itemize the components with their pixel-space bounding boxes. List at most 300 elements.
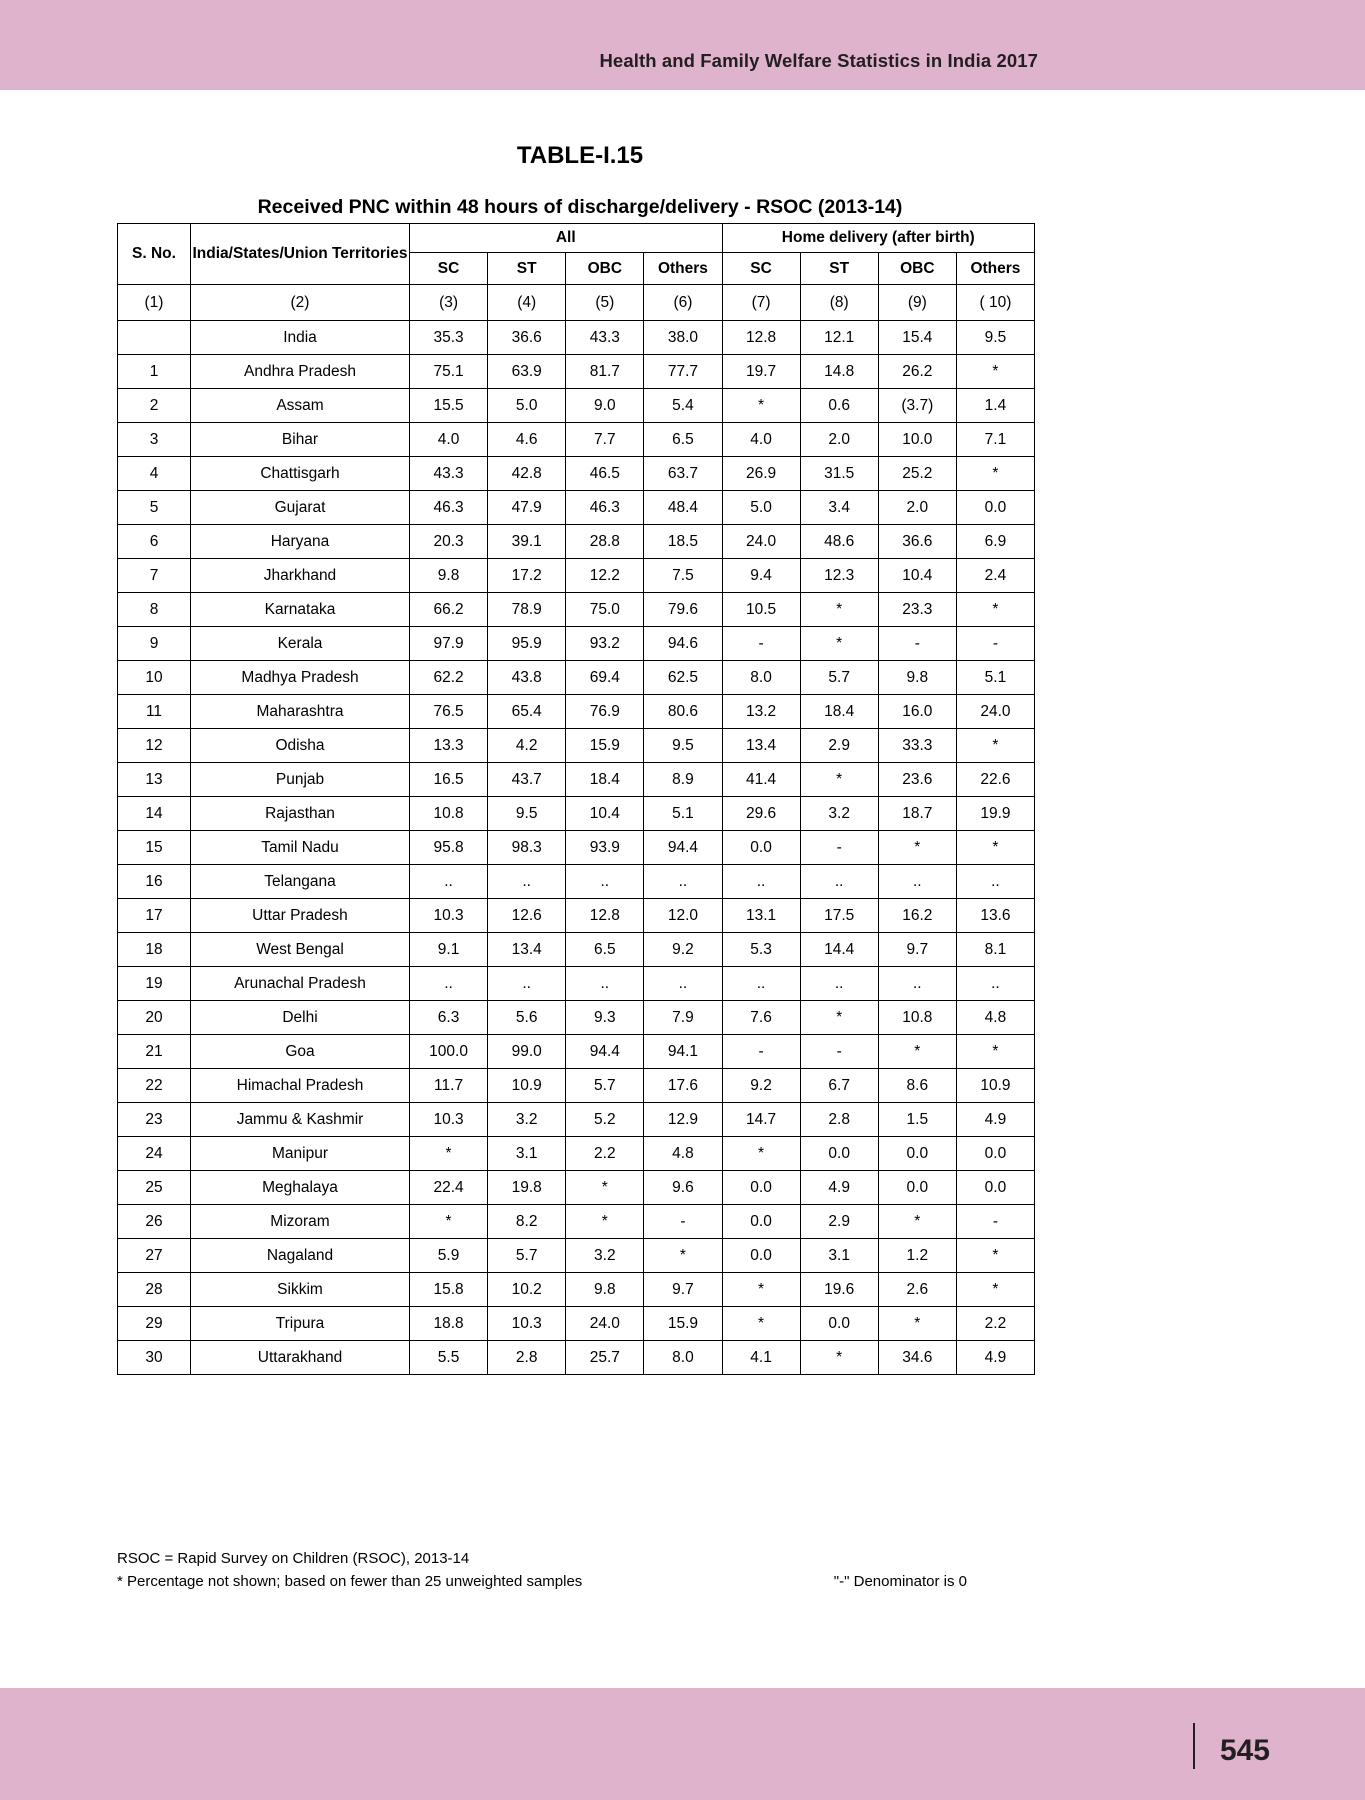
cell-value-col-7: ..: [722, 967, 800, 1001]
cell-value-col-7: 9.4: [722, 559, 800, 593]
cell-value-col-4: 9.5: [488, 797, 566, 831]
cell-value-col-6: *: [644, 1239, 722, 1273]
cell-state-name: Punjab: [191, 763, 410, 797]
cell-value-col-10: 7.1: [956, 423, 1034, 457]
cell-value-col-9: 10.0: [878, 423, 956, 457]
cell-value-col-9: 15.4: [878, 321, 956, 355]
cell-value-col-6: -: [644, 1205, 722, 1239]
column-number-9: (9): [878, 285, 956, 321]
table-row: [118, 967, 1035, 1001]
cell-value-col-4: 65.4: [488, 695, 566, 729]
cell-serial-number: 4: [118, 457, 191, 491]
cell-value-col-6: 9.7: [644, 1273, 722, 1307]
cell-value-col-5: 3.2: [566, 1239, 644, 1273]
cell-value-col-8: 2.9: [800, 729, 878, 763]
cell-value-col-4: 5.6: [488, 1001, 566, 1035]
cell-value-col-7: 19.7: [722, 355, 800, 389]
cell-value-col-9: 34.6: [878, 1341, 956, 1375]
cell-value-col-7: 0.0: [722, 1205, 800, 1239]
cell-value-col-3: 6.3: [410, 1001, 488, 1035]
cell-serial-number: 28: [118, 1273, 191, 1307]
cell-value-col-7: 7.6: [722, 1001, 800, 1035]
table-row: [118, 729, 1035, 763]
cell-value-col-10: *: [956, 831, 1034, 865]
cell-value-col-5: 93.9: [566, 831, 644, 865]
cell-value-col-3: 10.3: [410, 899, 488, 933]
table-row: [118, 1137, 1035, 1171]
column-header-home-others: Others: [956, 253, 1034, 285]
cell-value-col-8: 3.1: [800, 1239, 878, 1273]
cell-value-col-10: 5.1: [956, 661, 1034, 695]
cell-value-col-3: 66.2: [410, 593, 488, 627]
cell-value-col-8: -: [800, 1035, 878, 1069]
cell-value-col-9: 26.2: [878, 355, 956, 389]
cell-value-col-4: 36.6: [488, 321, 566, 355]
table-row: [118, 1205, 1035, 1239]
column-number-6: (6): [644, 285, 722, 321]
cell-value-col-8: 0.0: [800, 1137, 878, 1171]
cell-value-col-10: 0.0: [956, 491, 1034, 525]
cell-value-col-10: *: [956, 1035, 1034, 1069]
cell-serial-number: 3: [118, 423, 191, 457]
cell-value-col-3: ..: [410, 967, 488, 1001]
cell-value-col-7: *: [722, 1137, 800, 1171]
table-row: [118, 1171, 1035, 1205]
cell-value-col-9: 18.7: [878, 797, 956, 831]
footnote-dash: "-" Denominator is 0: [833, 1573, 967, 1591]
table-row: [118, 899, 1035, 933]
table-row: [118, 1001, 1035, 1035]
cell-value-col-3: 4.0: [410, 423, 488, 457]
running-head: Health and Family Welfare Statistics in India 2017: [599, 50, 1038, 71]
cell-value-col-9: 1.5: [878, 1103, 956, 1137]
cell-serial-number: 17: [118, 899, 191, 933]
cell-value-col-3: ..: [410, 865, 488, 899]
cell-value-col-4: 3.2: [488, 1103, 566, 1137]
cell-state-name: Goa: [191, 1035, 410, 1069]
cell-value-col-9: 8.6: [878, 1069, 956, 1103]
cell-value-col-8: 17.5: [800, 899, 878, 933]
cell-value-col-7: 8.0: [722, 661, 800, 695]
cell-value-col-10: 24.0: [956, 695, 1034, 729]
table-head: [118, 224, 1035, 285]
cell-serial-number: 24: [118, 1137, 191, 1171]
cell-state-name: Mizoram: [191, 1205, 410, 1239]
cell-value-col-7: 24.0: [722, 525, 800, 559]
cell-value-col-5: 28.8: [566, 525, 644, 559]
cell-value-col-10: 13.6: [956, 899, 1034, 933]
cell-serial-number: 2: [118, 389, 191, 423]
cell-serial-number: 9: [118, 627, 191, 661]
cell-state-name: Uttarakhand: [191, 1341, 410, 1375]
cell-value-col-3: *: [410, 1205, 488, 1239]
cell-value-col-3: 18.8: [410, 1307, 488, 1341]
cell-value-col-6: 5.4: [644, 389, 722, 423]
cell-value-col-6: 8.9: [644, 763, 722, 797]
cell-value-col-3: 13.3: [410, 729, 488, 763]
cell-value-col-3: 43.3: [410, 457, 488, 491]
column-header-sno: S. No.: [118, 224, 191, 285]
cell-value-col-5: 12.8: [566, 899, 644, 933]
cell-value-col-4: 39.1: [488, 525, 566, 559]
cell-value-col-6: 17.6: [644, 1069, 722, 1103]
column-group-all: All: [410, 224, 723, 253]
cell-value-col-4: 17.2: [488, 559, 566, 593]
cell-value-col-6: 62.5: [644, 661, 722, 695]
cell-value-col-5: 93.2: [566, 627, 644, 661]
cell-value-col-7: *: [722, 389, 800, 423]
cell-value-col-10: *: [956, 355, 1034, 389]
cell-serial-number: 6: [118, 525, 191, 559]
cell-state-name: Rajasthan: [191, 797, 410, 831]
cell-value-col-5: 18.4: [566, 763, 644, 797]
cell-value-col-5: 2.2: [566, 1137, 644, 1171]
cell-value-col-10: *: [956, 1239, 1034, 1273]
cell-value-col-10: *: [956, 593, 1034, 627]
cell-value-col-9: *: [878, 1307, 956, 1341]
table-row: [118, 1069, 1035, 1103]
cell-value-col-10: ..: [956, 967, 1034, 1001]
cell-value-col-7: 9.2: [722, 1069, 800, 1103]
table-row: [118, 423, 1035, 457]
cell-value-col-4: ..: [488, 967, 566, 1001]
cell-value-col-3: 95.8: [410, 831, 488, 865]
cell-value-col-5: 43.3: [566, 321, 644, 355]
cell-value-col-9: 16.0: [878, 695, 956, 729]
cell-value-col-4: 4.2: [488, 729, 566, 763]
cell-value-col-9: 9.8: [878, 661, 956, 695]
column-number-5: (5): [566, 285, 644, 321]
cell-value-col-9: 23.3: [878, 593, 956, 627]
cell-serial-number: [118, 321, 191, 355]
cell-value-col-6: 9.6: [644, 1171, 722, 1205]
column-number-1: (1): [118, 285, 191, 321]
cell-value-col-7: 4.0: [722, 423, 800, 457]
cell-value-col-8: 31.5: [800, 457, 878, 491]
cell-value-col-4: 10.3: [488, 1307, 566, 1341]
cell-value-col-4: 2.8: [488, 1341, 566, 1375]
cell-value-col-6: 63.7: [644, 457, 722, 491]
cell-value-col-7: -: [722, 1035, 800, 1069]
cell-state-name: Manipur: [191, 1137, 410, 1171]
cell-value-col-8: 48.6: [800, 525, 878, 559]
footnote-source: RSOC = Rapid Survey on Children (RSOC), 2013-14: [117, 1550, 470, 1567]
cell-state-name: Jharkhand: [191, 559, 410, 593]
cell-value-col-10: 6.9: [956, 525, 1034, 559]
cell-value-col-3: 11.7: [410, 1069, 488, 1103]
cell-value-col-5: 5.2: [566, 1103, 644, 1137]
cell-value-col-7: 14.7: [722, 1103, 800, 1137]
cell-value-col-10: *: [956, 457, 1034, 491]
cell-value-col-10: 10.9: [956, 1069, 1034, 1103]
cell-value-col-7: 0.0: [722, 1171, 800, 1205]
cell-value-col-4: 8.2: [488, 1205, 566, 1239]
cell-value-col-4: 43.8: [488, 661, 566, 695]
cell-value-col-4: ..: [488, 865, 566, 899]
cell-state-name: Himachal Pradesh: [191, 1069, 410, 1103]
table-row: [118, 525, 1035, 559]
table-row: [118, 1239, 1035, 1273]
cell-value-col-8: 2.0: [800, 423, 878, 457]
cell-value-col-4: 10.2: [488, 1273, 566, 1307]
cell-value-col-7: *: [722, 1307, 800, 1341]
cell-value-col-3: 35.3: [410, 321, 488, 355]
cell-value-col-5: 69.4: [566, 661, 644, 695]
cell-state-name: Haryana: [191, 525, 410, 559]
cell-value-col-9: 2.0: [878, 491, 956, 525]
cell-value-col-9: 0.0: [878, 1171, 956, 1205]
column-header-all-st: ST: [488, 253, 566, 285]
cell-value-col-7: 5.0: [722, 491, 800, 525]
cell-value-col-3: 75.1: [410, 355, 488, 389]
cell-value-col-3: 9.8: [410, 559, 488, 593]
cell-value-col-8: 6.7: [800, 1069, 878, 1103]
cell-value-col-6: 94.6: [644, 627, 722, 661]
cell-state-name: Meghalaya: [191, 1171, 410, 1205]
cell-value-col-8: *: [800, 763, 878, 797]
cell-value-col-7: 12.8: [722, 321, 800, 355]
cell-value-col-3: 97.9: [410, 627, 488, 661]
cell-value-col-5: 46.5: [566, 457, 644, 491]
cell-value-col-7: 13.1: [722, 899, 800, 933]
table-row: [118, 933, 1035, 967]
table-number: TABLE-I.15: [516, 142, 644, 169]
table-row: [118, 831, 1035, 865]
cell-value-col-5: *: [566, 1205, 644, 1239]
cell-value-col-6: 38.0: [644, 321, 722, 355]
cell-value-col-5: 6.5: [566, 933, 644, 967]
cell-value-col-7: 5.3: [722, 933, 800, 967]
cell-serial-number: 1: [118, 355, 191, 389]
column-number-4: (4): [488, 285, 566, 321]
cell-value-col-5: *: [566, 1171, 644, 1205]
cell-value-col-4: 98.3: [488, 831, 566, 865]
cell-value-col-8: 0.6: [800, 389, 878, 423]
cell-value-col-8: *: [800, 1001, 878, 1035]
cell-value-col-5: 25.7: [566, 1341, 644, 1375]
cell-value-col-8: *: [800, 593, 878, 627]
cell-value-col-10: 19.9: [956, 797, 1034, 831]
cell-serial-number: 21: [118, 1035, 191, 1069]
cell-serial-number: 23: [118, 1103, 191, 1137]
cell-value-col-10: *: [956, 1273, 1034, 1307]
cell-value-col-9: *: [878, 1205, 956, 1239]
table-row: [118, 457, 1035, 491]
cell-value-col-5: 12.2: [566, 559, 644, 593]
cell-value-col-10: -: [956, 627, 1034, 661]
cell-value-col-6: ..: [644, 967, 722, 1001]
cell-value-col-10: 8.1: [956, 933, 1034, 967]
cell-serial-number: 10: [118, 661, 191, 695]
cell-value-col-6: 8.0: [644, 1341, 722, 1375]
table-body: [118, 285, 1035, 1375]
table-row: [118, 797, 1035, 831]
cell-value-col-10: *: [956, 729, 1034, 763]
cell-value-col-8: 3.2: [800, 797, 878, 831]
cell-serial-number: 15: [118, 831, 191, 865]
cell-value-col-8: ..: [800, 967, 878, 1001]
cell-state-name: India: [191, 321, 410, 355]
cell-value-col-10: 22.6: [956, 763, 1034, 797]
cell-state-name: Assam: [191, 389, 410, 423]
table-row: [118, 763, 1035, 797]
cell-value-col-3: 46.3: [410, 491, 488, 525]
table-row: [118, 627, 1035, 661]
cell-state-name: Sikkim: [191, 1273, 410, 1307]
table-row: [118, 1273, 1035, 1307]
cell-value-col-9: 16.2: [878, 899, 956, 933]
cell-value-col-8: 18.4: [800, 695, 878, 729]
table-row: [118, 593, 1035, 627]
cell-state-name: Gujarat: [191, 491, 410, 525]
cell-value-col-3: 16.5: [410, 763, 488, 797]
cell-value-col-5: 5.7: [566, 1069, 644, 1103]
cell-serial-number: 5: [118, 491, 191, 525]
cell-value-col-10: 4.9: [956, 1341, 1034, 1375]
cell-serial-number: 11: [118, 695, 191, 729]
cell-value-col-4: 99.0: [488, 1035, 566, 1069]
cell-state-name: Andhra Pradesh: [191, 355, 410, 389]
table-row: [118, 1341, 1035, 1375]
cell-value-col-3: 15.8: [410, 1273, 488, 1307]
cell-value-col-8: 5.7: [800, 661, 878, 695]
cell-value-col-8: 2.9: [800, 1205, 878, 1239]
table-row: [118, 1035, 1035, 1069]
cell-value-col-8: 4.9: [800, 1171, 878, 1205]
cell-value-col-3: 62.2: [410, 661, 488, 695]
cell-value-col-5: 15.9: [566, 729, 644, 763]
cell-value-col-8: *: [800, 627, 878, 661]
cell-value-col-7: *: [722, 1273, 800, 1307]
cell-value-col-4: 19.8: [488, 1171, 566, 1205]
statistics-table-container: [117, 223, 1035, 1375]
cell-value-col-5: ..: [566, 865, 644, 899]
cell-value-col-9: ..: [878, 967, 956, 1001]
cell-value-col-7: 13.2: [722, 695, 800, 729]
table-row: [118, 559, 1035, 593]
cell-value-col-9: 10.8: [878, 1001, 956, 1035]
cell-value-col-5: 75.0: [566, 593, 644, 627]
cell-serial-number: 16: [118, 865, 191, 899]
cell-value-col-8: 12.1: [800, 321, 878, 355]
cell-value-col-3: 10.8: [410, 797, 488, 831]
cell-value-col-6: ..: [644, 865, 722, 899]
cell-value-col-7: 0.0: [722, 831, 800, 865]
column-number-10: ( 10): [956, 285, 1034, 321]
cell-serial-number: 12: [118, 729, 191, 763]
column-number-row: [118, 285, 1035, 321]
table-row: [118, 865, 1035, 899]
cell-value-col-8: -: [800, 831, 878, 865]
column-header-home-sc: SC: [722, 253, 800, 285]
cell-value-col-3: 15.5: [410, 389, 488, 423]
page-number: 545: [1219, 1734, 1270, 1767]
cell-value-col-9: 0.0: [878, 1137, 956, 1171]
cell-value-col-5: 81.7: [566, 355, 644, 389]
cell-serial-number: 19: [118, 967, 191, 1001]
cell-value-col-9: 36.6: [878, 525, 956, 559]
cell-value-col-4: 12.6: [488, 899, 566, 933]
cell-value-col-10: 2.4: [956, 559, 1034, 593]
cell-state-name: Telangana: [191, 865, 410, 899]
table-footnotes: [117, 1547, 1035, 1594]
cell-value-col-5: 9.3: [566, 1001, 644, 1035]
cell-value-col-4: 5.0: [488, 389, 566, 423]
cell-value-col-10: ..: [956, 865, 1034, 899]
cell-state-name: Nagaland: [191, 1239, 410, 1273]
cell-value-col-4: 13.4: [488, 933, 566, 967]
cell-value-col-3: 100.0: [410, 1035, 488, 1069]
cell-value-col-9: 23.6: [878, 763, 956, 797]
cell-value-col-6: 6.5: [644, 423, 722, 457]
cell-value-col-6: 9.2: [644, 933, 722, 967]
column-number-2: (2): [191, 285, 410, 321]
cell-value-col-9: 1.2: [878, 1239, 956, 1273]
cell-value-col-7: 26.9: [722, 457, 800, 491]
column-header-all-sc: SC: [410, 253, 488, 285]
cell-value-col-9: 25.2: [878, 457, 956, 491]
cell-serial-number: 7: [118, 559, 191, 593]
page-title: Received PNC within 48 hours of discharge/delivery - RSOC (2013-14): [257, 196, 903, 218]
table-row: [118, 695, 1035, 729]
cell-value-col-10: 4.9: [956, 1103, 1034, 1137]
table-row: [118, 661, 1035, 695]
cell-value-col-6: 94.4: [644, 831, 722, 865]
cell-value-col-7: 29.6: [722, 797, 800, 831]
cell-value-col-10: 0.0: [956, 1137, 1034, 1171]
cell-value-col-4: 95.9: [488, 627, 566, 661]
cell-value-col-7: 4.1: [722, 1341, 800, 1375]
cell-value-col-7: 0.0: [722, 1239, 800, 1273]
cell-serial-number: 22: [118, 1069, 191, 1103]
cell-value-col-7: 10.5: [722, 593, 800, 627]
cell-serial-number: 30: [118, 1341, 191, 1375]
cell-value-col-9: 10.4: [878, 559, 956, 593]
cell-value-col-6: 79.6: [644, 593, 722, 627]
cell-state-name: West Bengal: [191, 933, 410, 967]
cell-value-col-6: 18.5: [644, 525, 722, 559]
cell-value-col-6: 48.4: [644, 491, 722, 525]
cell-value-col-6: 5.1: [644, 797, 722, 831]
cell-value-col-10: -: [956, 1205, 1034, 1239]
cell-state-name: Delhi: [191, 1001, 410, 1035]
cell-value-col-4: 3.1: [488, 1137, 566, 1171]
cell-value-col-8: ..: [800, 865, 878, 899]
cell-state-name: Madhya Pradesh: [191, 661, 410, 695]
cell-value-col-4: 4.6: [488, 423, 566, 457]
column-number-8: (8): [800, 285, 878, 321]
cell-value-col-3: 5.9: [410, 1239, 488, 1273]
cell-value-col-9: 2.6: [878, 1273, 956, 1307]
cell-value-col-10: 4.8: [956, 1001, 1034, 1035]
cell-value-col-8: 2.8: [800, 1103, 878, 1137]
cell-value-col-8: 14.8: [800, 355, 878, 389]
cell-value-col-3: 20.3: [410, 525, 488, 559]
cell-state-name: Arunachal Pradesh: [191, 967, 410, 1001]
cell-serial-number: 13: [118, 763, 191, 797]
cell-value-col-8: 19.6: [800, 1273, 878, 1307]
cell-value-col-9: 9.7: [878, 933, 956, 967]
cell-value-col-5: 76.9: [566, 695, 644, 729]
cell-state-name: Maharashtra: [191, 695, 410, 729]
cell-value-col-9: ..: [878, 865, 956, 899]
cell-value-col-6: 94.1: [644, 1035, 722, 1069]
table-row: [118, 389, 1035, 423]
column-number-3: (3): [410, 285, 488, 321]
cell-value-col-5: 94.4: [566, 1035, 644, 1069]
page-footer-band: [0, 1688, 1365, 1800]
cell-serial-number: 25: [118, 1171, 191, 1205]
